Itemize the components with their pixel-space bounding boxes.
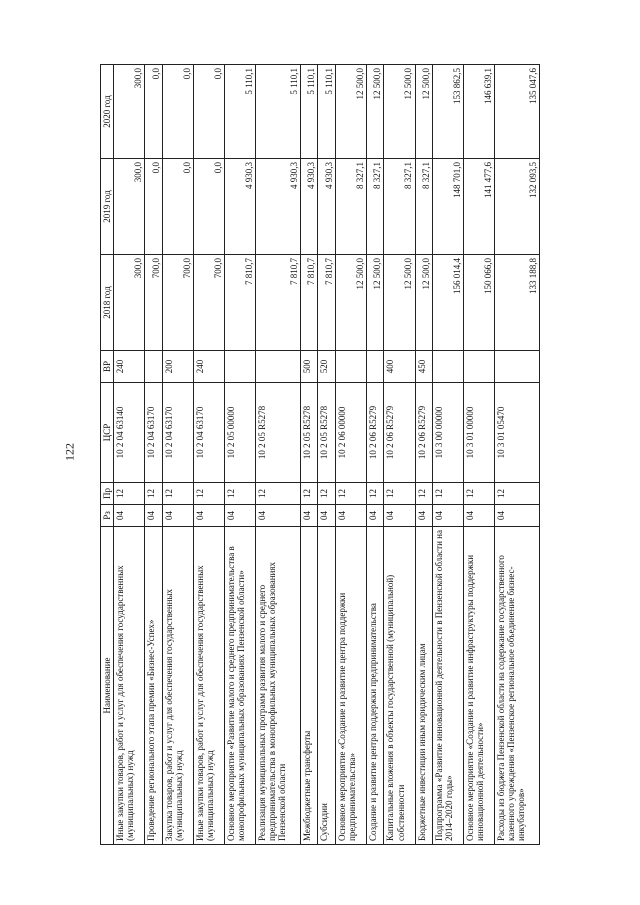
row-2018: 7 810,7 — [300, 255, 318, 351]
row-rz: 04 — [495, 505, 540, 527]
row-vr — [464, 351, 495, 383]
row-name: Проведение регионального этапа премии «Бизнес-Успех» — [145, 527, 163, 845]
row-2019: 4 930,3 — [256, 159, 301, 255]
table-row — [415, 65, 433, 845]
row-2019: 4 930,3 — [300, 159, 318, 255]
row-name: Иные закупки товаров, работ и услуг для обеспечения государственных (муниципальных) нужд — [193, 527, 224, 845]
row-vr: 500 — [300, 351, 318, 383]
row-2019: 300,0 — [114, 159, 145, 255]
table-row — [300, 65, 318, 845]
row-2019: 132 093,5 — [495, 159, 540, 255]
row-2019: 8 327,1 — [335, 159, 366, 255]
row-2020: 300,0 — [114, 65, 145, 159]
row-2020: 0,0 — [193, 65, 224, 159]
row-vr: 200 — [162, 351, 193, 383]
row-2020: 0,0 — [162, 65, 193, 159]
row-pr: 12 — [145, 483, 163, 505]
row-2018: 300,0 — [114, 255, 145, 351]
row-pr: 12 — [464, 483, 495, 505]
row-vr: 240 — [193, 351, 224, 383]
row-vr — [145, 351, 163, 383]
row-vr: 520 — [318, 351, 336, 383]
row-name: Субсидии — [318, 527, 336, 845]
row-csr: 10 2 04 63170 — [193, 383, 224, 483]
row-rz: 04 — [193, 505, 224, 527]
row-2018: 700,0 — [193, 255, 224, 351]
header-2018: 2018 год — [101, 255, 114, 351]
row-rz: 04 — [145, 505, 163, 527]
row-pr: 12 — [224, 483, 255, 505]
row-2020: 12 500,0 — [415, 65, 433, 159]
row-rz: 04 — [256, 505, 301, 527]
row-pr: 12 — [335, 483, 366, 505]
row-2020: 5 110,1 — [318, 65, 336, 159]
row-2019: 0,0 — [145, 159, 163, 255]
row-rz: 04 — [433, 505, 464, 527]
row-pr: 12 — [433, 483, 464, 505]
header-vr: ВР — [101, 351, 114, 383]
row-csr: 10 2 06 R5279 — [415, 383, 433, 483]
row-name: Основное мероприятие «Создание и развитие инфраструктуры поддержки инновационной деятельности» — [464, 527, 495, 845]
table-row — [224, 65, 255, 845]
header-csr: ЦСР — [101, 383, 114, 483]
row-pr: 12 — [415, 483, 433, 505]
row-name: Основное мероприятие «Создание и развитие центра поддержки предпринимательства» — [335, 527, 366, 845]
row-2019: 0,0 — [193, 159, 224, 255]
header-2019: 2019 год — [101, 159, 114, 255]
row-pr: 12 — [300, 483, 318, 505]
row-vr — [335, 351, 366, 383]
row-csr: 10 3 01 05470 — [495, 383, 540, 483]
row-vr: 450 — [415, 351, 433, 383]
row-2018: 7 810,7 — [256, 255, 301, 351]
row-rz: 04 — [464, 505, 495, 527]
row-pr: 12 — [162, 483, 193, 505]
row-name: Капитальные вложения в объекты государственной (муниципальной) собственности — [384, 527, 415, 845]
row-vr: 400 — [384, 351, 415, 383]
row-2020: 5 110,1 — [256, 65, 301, 159]
row-2019: 141 477,6 — [464, 159, 495, 255]
row-vr — [256, 351, 301, 383]
row-pr: 12 — [256, 483, 301, 505]
row-rz: 04 — [384, 505, 415, 527]
header-name: Наименование — [101, 527, 114, 845]
row-name: Основное мероприятие «Развитие малого и среднего предпринимательства в монопрофильных муниципальных образованиях Пензенской области» — [224, 527, 255, 845]
table-row — [114, 65, 145, 845]
row-2018: 150 066,0 — [464, 255, 495, 351]
row-pr: 12 — [495, 483, 540, 505]
row-vr — [366, 351, 384, 383]
row-2018: 7 810,7 — [318, 255, 336, 351]
row-2019: 0,0 — [162, 159, 193, 255]
row-rz: 04 — [162, 505, 193, 527]
row-csr: 10 2 05 00000 — [224, 383, 255, 483]
row-2019: 8 327,1 — [366, 159, 384, 255]
row-csr: 10 2 06 R5279 — [366, 383, 384, 483]
row-name: Расходы из бюджета Пензенской области на содержание государственного казенного учреждения «Пензенское региональное объединение бизнес-инкубаторов» — [495, 527, 540, 845]
table-row — [384, 65, 415, 845]
row-csr: 10 3 00 00000 — [433, 383, 464, 483]
row-name: Иные закупки товаров, работ и услуг для обеспечения государственных (муниципальных) нужд — [114, 527, 145, 845]
row-2020: 153 862,5 — [433, 65, 464, 159]
row-rz: 04 — [415, 505, 433, 527]
table-row — [162, 65, 193, 845]
row-csr: 10 2 04 63170 — [145, 383, 163, 483]
row-rz: 04 — [318, 505, 336, 527]
row-name: Создание и развитие центра поддержки предпринимательства — [366, 527, 384, 845]
row-csr: 10 2 05 R5278 — [256, 383, 301, 483]
table-row — [256, 65, 301, 845]
row-csr: 10 3 01 00000 — [464, 383, 495, 483]
row-2020: 0,0 — [145, 65, 163, 159]
budget-table — [100, 64, 540, 845]
row-2018: 12 500,0 — [384, 255, 415, 351]
row-2020: 135 047,6 — [495, 65, 540, 159]
row-2018: 156 014,4 — [433, 255, 464, 351]
row-csr: 10 2 05 R5278 — [300, 383, 318, 483]
row-name: Закупка товаров, работ и услуг для обеспечения государственных (муниципальных) нужд — [162, 527, 193, 845]
row-2020: 12 500,0 — [335, 65, 366, 159]
row-rz: 04 — [114, 505, 145, 527]
row-csr: 10 2 06 00000 — [335, 383, 366, 483]
row-2019: 8 327,1 — [415, 159, 433, 255]
row-2018: 12 500,0 — [335, 255, 366, 351]
row-2018: 700,0 — [145, 255, 163, 351]
header-2020: 2020 год — [101, 65, 114, 159]
table-row — [433, 65, 464, 845]
header-rz: Рз — [101, 505, 114, 527]
row-2018: 700,0 — [162, 255, 193, 351]
table-row — [366, 65, 384, 845]
row-rz: 04 — [300, 505, 318, 527]
row-rz: 04 — [366, 505, 384, 527]
row-name: Реализация муниципальных программ развития малого и среднего предпринимательства в монопрофильных муниципальных образованиях Пензенской области — [256, 527, 301, 845]
table-row — [495, 65, 540, 845]
row-csr: 10 2 04 63140 — [114, 383, 145, 483]
row-2020: 5 110,1 — [224, 65, 255, 159]
row-2019: 4 930,3 — [318, 159, 336, 255]
row-rz: 04 — [335, 505, 366, 527]
row-name: Бюджетные инвестиции иным юридическим лицам — [415, 527, 433, 845]
row-2018: 12 500,0 — [415, 255, 433, 351]
row-csr: 10 2 04 63170 — [162, 383, 193, 483]
row-csr: 10 2 06 R5279 — [384, 383, 415, 483]
row-pr: 12 — [193, 483, 224, 505]
header-pr: Пр — [101, 483, 114, 505]
row-name: Межбюджетные трансферты — [300, 527, 318, 845]
row-vr — [433, 351, 464, 383]
table-row — [193, 65, 224, 845]
rotated-page-content — [100, 65, 540, 845]
row-rz: 04 — [224, 505, 255, 527]
row-name: Подпрограмма «Развитие инновационной деятельности в Пензенской области на 2014–2020 годы» — [433, 527, 464, 845]
row-2020: 5 110,1 — [300, 65, 318, 159]
row-pr: 12 — [318, 483, 336, 505]
row-2019: 148 701,0 — [433, 159, 464, 255]
row-pr: 12 — [384, 483, 415, 505]
row-vr — [224, 351, 255, 383]
row-vr — [495, 351, 540, 383]
row-2020: 12 500,0 — [366, 65, 384, 159]
row-2018: 133 188,8 — [495, 255, 540, 351]
page-number: 122 — [62, 443, 77, 461]
row-2018: 7 810,7 — [224, 255, 255, 351]
row-2020: 12 500,0 — [384, 65, 415, 159]
table-row — [464, 65, 495, 845]
table-header-row — [101, 65, 114, 845]
row-vr: 240 — [114, 351, 145, 383]
table-row — [145, 65, 163, 845]
row-csr: 10 2 05 R5278 — [318, 383, 336, 483]
row-2020: 146 639,1 — [464, 65, 495, 159]
row-2019: 4 930,3 — [224, 159, 255, 255]
table-row — [335, 65, 366, 845]
row-2019: 8 327,1 — [384, 159, 415, 255]
row-pr: 12 — [114, 483, 145, 505]
row-2018: 12 500,0 — [366, 255, 384, 351]
row-pr: 12 — [366, 483, 384, 505]
table-row — [318, 65, 336, 845]
